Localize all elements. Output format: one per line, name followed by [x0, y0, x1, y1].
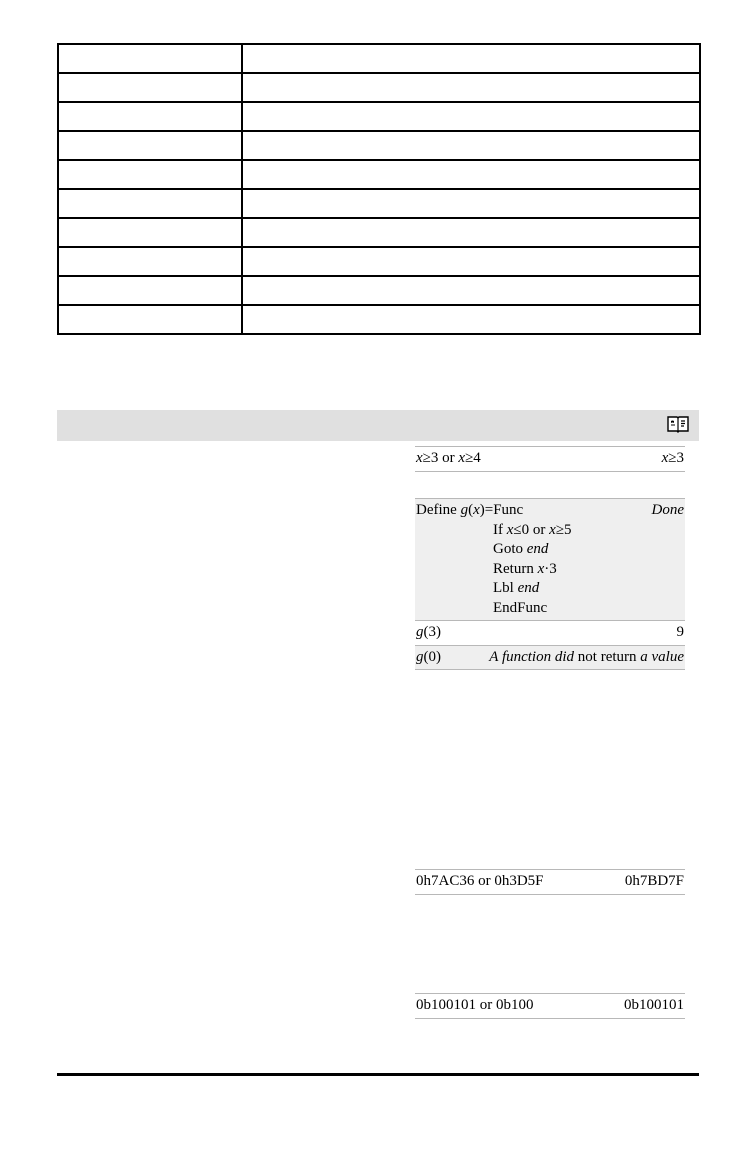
table-cell [242, 160, 700, 189]
table-cell [58, 44, 242, 73]
table-cell [242, 102, 700, 131]
section-header-bar [57, 410, 699, 441]
example-bin-or [415, 993, 685, 1019]
calc-result: x≥3 [661, 450, 684, 466]
book-icon [667, 414, 689, 434]
code-line: If x≤0 or x≥5 [493, 521, 572, 538]
table-cell [242, 189, 700, 218]
calc-input: 0b100101 or 0b100 [416, 997, 534, 1013]
example-or-boolean [415, 446, 685, 472]
table-row [58, 73, 700, 102]
calc-result: 0b100101 [624, 997, 684, 1013]
calc-input: g(3) [416, 624, 441, 640]
table-cell [58, 189, 242, 218]
code-line: Goto end [493, 541, 549, 557]
calc-input: 0h7AC36 or 0h3D5F [416, 873, 544, 889]
table-row [58, 247, 700, 276]
table-cell [242, 305, 700, 334]
table-cell [58, 160, 242, 189]
table-row [58, 102, 700, 131]
calc-input: x≥3 or x≥4 [416, 450, 481, 466]
calc-input: g(0) [416, 648, 441, 665]
calc-result: 0h7BD7F [624, 873, 684, 889]
table-row [58, 276, 700, 305]
define-block [415, 498, 685, 620]
reference-table [57, 43, 701, 335]
table-cell [58, 73, 242, 102]
table-row [58, 160, 700, 189]
table-row [58, 131, 700, 160]
calc-row [415, 446, 685, 472]
calc-result: 9 [676, 624, 684, 640]
table-cell [58, 218, 242, 247]
table-cell [242, 247, 700, 276]
code-line: EndFunc [493, 599, 548, 616]
footer-rule [57, 1073, 699, 1076]
table-row [58, 189, 700, 218]
calc-row [415, 993, 685, 1019]
calc-row [415, 646, 685, 671]
calc-result: A function did not return a value [489, 648, 684, 665]
table-row [58, 305, 700, 334]
table-cell [242, 218, 700, 247]
code-line: Return x·3 [493, 560, 557, 577]
table-cell [58, 102, 242, 131]
table-cell [58, 247, 242, 276]
calc-row [415, 620, 685, 646]
example-hex-or [415, 869, 685, 895]
table-cell [58, 305, 242, 334]
table-cell [242, 131, 700, 160]
calc-row [415, 869, 685, 895]
table-row [58, 44, 700, 73]
calc-result: Done [651, 502, 684, 518]
table-cell [58, 276, 242, 305]
table-cell [242, 73, 700, 102]
table-cell [242, 276, 700, 305]
code-line: Lbl end [493, 580, 540, 596]
table-cell [58, 131, 242, 160]
example-define-func [415, 498, 685, 670]
table-cell [242, 44, 700, 73]
table-row [58, 218, 700, 247]
code-line: Define g(x)=Func [416, 502, 524, 518]
